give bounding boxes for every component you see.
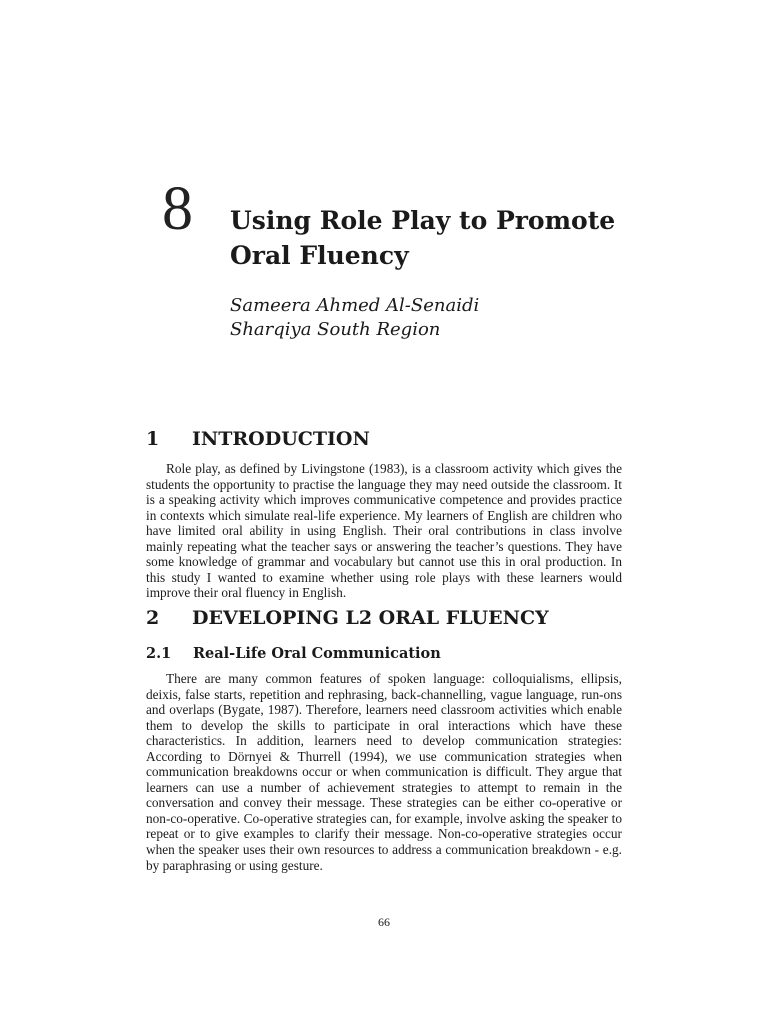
author-name: Sameera Ahmed Al-Senaidi: [230, 295, 480, 316]
chapter-number: 8: [162, 175, 193, 243]
introduction-paragraph: Role play, as defined by Livingstone (1983), is a classroom activity which gives the students the opportunity to practise the language they may need outside the classroom. It is a speaking activity which improves communicative competence and provides practice in contexts which simulate real-life experience. My learners of English are children who have limited oral ability in using English. Their oral contributions in class involve mainly repeating what the teacher says or answering the teacher’s questions. They have some knowledge of grammar and vocabulary but cannot use this in oral production. In this study I wanted to examine whether using role plays with these learners would improve their oral fluency in English.: [146, 461, 622, 601]
section-heading-introduction: [146, 428, 626, 450]
section-heading-developing: [146, 607, 626, 629]
subsection-heading-real-life: [146, 645, 626, 662]
real-life-paragraph: There are many common features of spoken language: colloquialisms, ellipsis, deixis, false starts, repetition and rephrasing, back-channelling, vague language, run-ons and overlaps (Bygate, 1987). Therefore, learners need classroom activities which enable them to develop the skills to participate in oral interactions which have these characteristics. In addition, learners need to develop communication strategies: According to Dörnyei & Thurrell (1994), we use communication strategies when communication breakdowns occur or when communication is difficult. They argue that learners can use a number of achievement strategies to attempt to remain in the conversation and convey their message. These strategies can be either co-operative or non-co-operative. Co-operative strategies can, for example, involve asking the speaker to repeat or to give examples to clarify their message. Non-co-operative strategies occur when the speaker uses their own resources to address a communication breakdown - e.g. by paraphrasing or using gesture.: [146, 671, 622, 873]
subsection-title: Real-Life Oral Communication: [193, 645, 441, 662]
author-affiliation: Sharqiya South Region: [230, 319, 441, 340]
chapter-title: Using Role Play to Promote Oral Fluency: [230, 206, 616, 270]
section-title: DEVELOPING L2 ORAL FLUENCY: [192, 607, 549, 629]
section-number: 2: [146, 607, 160, 629]
subsection-number: 2.1: [146, 645, 172, 662]
section-title: INTRODUCTION: [192, 428, 370, 450]
section-number: 1: [146, 428, 160, 450]
page-number: 66: [378, 915, 390, 929]
author-block: [230, 294, 479, 342]
